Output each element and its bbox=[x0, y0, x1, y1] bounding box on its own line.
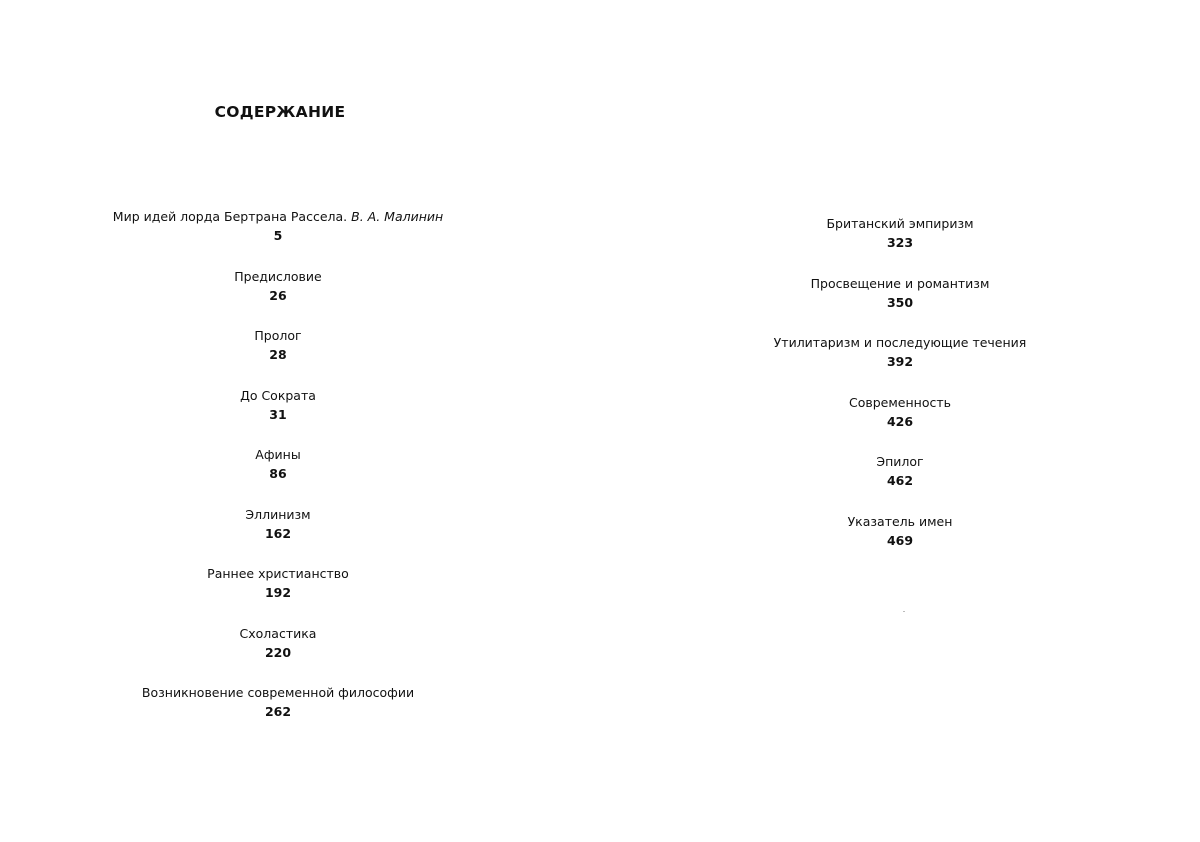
toc-entry-title: Схоластика bbox=[239, 625, 317, 641]
toc-entry-page: 26 bbox=[269, 287, 287, 303]
toc-entry-title: Раннее христианство bbox=[207, 566, 349, 581]
toc-entry-title: Британский эмпиризм bbox=[826, 216, 974, 231]
toc-entry-title bbox=[78, 207, 478, 226]
toc-entry-title: Предисловие bbox=[234, 268, 322, 284]
toc-entry bbox=[700, 333, 1100, 393]
toc-entry bbox=[78, 624, 478, 684]
toc-entry bbox=[78, 445, 478, 505]
toc-entry bbox=[78, 326, 478, 386]
toc-entry bbox=[78, 267, 478, 327]
toc-entry-page: 192 bbox=[264, 585, 292, 600]
toc-entry-page: 31 bbox=[269, 406, 287, 422]
toc-entry-title: До Сократа bbox=[240, 387, 316, 403]
toc-entry-page: 469 bbox=[886, 532, 914, 548]
toc-entry-title: Возникновение современной философии bbox=[141, 685, 415, 700]
toc-entry bbox=[78, 683, 478, 743]
toc-entry-title: Эпилог bbox=[876, 454, 924, 469]
toc-entry-title: Эллинизм bbox=[245, 506, 311, 522]
toc-entry bbox=[78, 386, 478, 446]
toc-right-column bbox=[700, 214, 1100, 571]
toc-entry-page: 86 bbox=[269, 466, 287, 481]
toc-entry-title: Утилитаризм и последующие течения bbox=[773, 335, 1027, 350]
toc-entry-page: 462 bbox=[886, 473, 914, 488]
toc-entry-page: 5 bbox=[273, 228, 283, 243]
page-title: СОДЕРЖАНИЕ bbox=[214, 103, 346, 121]
toc-entry bbox=[700, 214, 1100, 274]
toc-entry-page: 350 bbox=[886, 294, 914, 310]
toc-entry-title: Пролог bbox=[254, 328, 302, 343]
toc-entry-title: Современность bbox=[848, 394, 951, 410]
toc-entry-page: 323 bbox=[886, 235, 914, 250]
scan-speck bbox=[903, 611, 905, 612]
toc-entry-author: В. А. Малинин bbox=[351, 209, 444, 224]
toc-entry-page: 162 bbox=[264, 525, 292, 541]
toc-entry bbox=[78, 505, 478, 565]
toc-entry bbox=[700, 512, 1100, 572]
toc-entry-title: Афины bbox=[255, 447, 301, 462]
toc-entry-page: 426 bbox=[886, 413, 914, 429]
toc-entry-page: 392 bbox=[886, 354, 914, 369]
toc-entry bbox=[700, 274, 1100, 334]
toc-entry bbox=[700, 452, 1100, 512]
toc-entry bbox=[700, 393, 1100, 453]
toc-entry-title: Указатель имен bbox=[847, 513, 953, 529]
toc-entry bbox=[78, 207, 478, 267]
toc-entry-page: 28 bbox=[269, 347, 287, 362]
toc-entry-title: Просвещение и романтизм bbox=[810, 275, 990, 291]
toc-entry-page: 220 bbox=[264, 644, 292, 660]
toc-left-column bbox=[78, 207, 478, 743]
toc-entry-page: 262 bbox=[264, 704, 292, 719]
toc-entry-title-text: Мир идей лорда Бертрана Рассела. bbox=[112, 209, 348, 224]
toc-entry bbox=[78, 564, 478, 624]
